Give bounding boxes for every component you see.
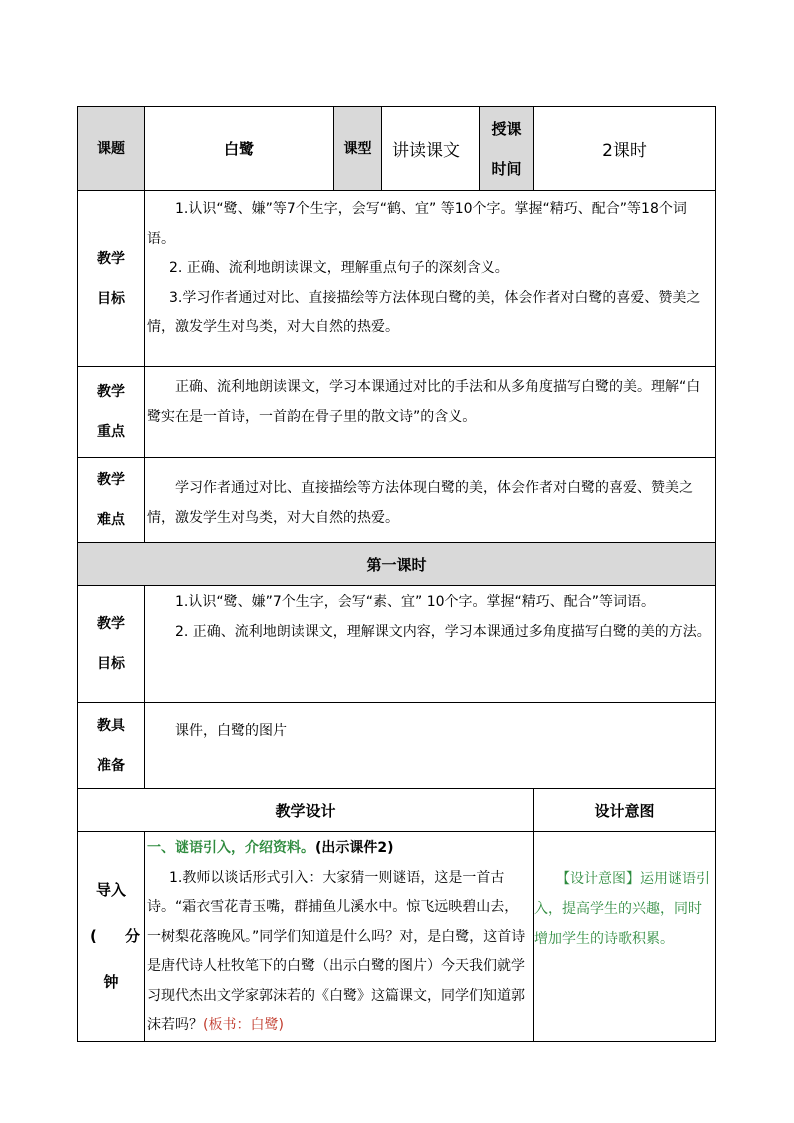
intro-step-title: 一、谜语引入，介绍资料。 bbox=[147, 840, 315, 856]
design-header-row bbox=[78, 789, 716, 832]
lesson1-goals-row bbox=[78, 586, 716, 703]
focus-text: 正确、流利地朗读课文，学习本课通过对比的手法和从多角度描写白鹭的美。理解“白鹭实在是一首诗，一首韵在骨子里的散文诗”的含义。 bbox=[147, 379, 701, 425]
lesson1-goals-content bbox=[145, 586, 716, 703]
lesson1-goal-2: 2. 正确、流利地朗读课文，理解课文内容，学习本课通过多角度描写白鹭的美的方法。 bbox=[175, 623, 711, 640]
focus-content bbox=[145, 367, 716, 458]
difficulty-content bbox=[145, 458, 716, 543]
topic-label: 课题 bbox=[78, 107, 145, 191]
prep-label bbox=[78, 703, 145, 789]
difficulty-label bbox=[78, 458, 145, 543]
lesson1-goals-label-line1: 教学 bbox=[97, 616, 125, 632]
time-value: 2课时 bbox=[534, 107, 716, 191]
focus-row bbox=[78, 367, 716, 458]
goals-content bbox=[145, 191, 716, 367]
intro-body-main: 1.教师以谈话形式引入：大家猜一则谜语，这是一首古诗。“霜衣雪花青玉嘴，群捕鱼儿溪水中。惊飞远映碧山去，一树梨花落晚风。”同学们知道是什么吗？对，是白鹭，这首诗是唐代诗人杜牧笔下的白鹭（出示白鹭的图片）今天我们就学习现代杰出文学家郭沫若的《白鹭》这篇课文，同学们知道郭沫若吗？ bbox=[147, 869, 526, 1033]
type-label: 课型 bbox=[334, 107, 382, 191]
difficulty-label-line1: 教学 bbox=[97, 472, 125, 488]
header-row bbox=[78, 107, 716, 191]
intro-label-line3: 钟 bbox=[103, 973, 119, 992]
design-col-header: 教学设计 bbox=[78, 789, 534, 832]
focus-label-line1: 教学 bbox=[97, 384, 125, 400]
goals-label-line1: 教学 bbox=[97, 250, 125, 267]
difficulty-label-line2: 难点 bbox=[97, 512, 125, 528]
intro-label-line1: 导入 bbox=[95, 881, 126, 900]
intro-label-line2 bbox=[78, 913, 144, 959]
type-value: 讲读课文 bbox=[382, 107, 480, 191]
time-label-line1: 授课 bbox=[491, 119, 522, 138]
topic-value: 白鹭 bbox=[145, 107, 334, 191]
intro-minutes: 分 bbox=[124, 927, 140, 946]
intro-step-note: (出示课件2) bbox=[315, 840, 394, 856]
lesson1-goals-label-line2: 目标 bbox=[97, 656, 125, 672]
goals-label-line2: 目标 bbox=[97, 290, 125, 307]
prep-row bbox=[78, 703, 716, 789]
intro-row bbox=[78, 832, 716, 1042]
intro-label bbox=[78, 832, 145, 1042]
lesson-plan-table bbox=[77, 106, 716, 1042]
lesson1-goals-label bbox=[78, 586, 145, 703]
intro-board-note: (板书：白鹭) bbox=[203, 1017, 284, 1033]
difficulty-text: 学习作者通过对比、直接描绘等方法体现白鹭的美，体会作者对白鹭的喜爱、赞美之情，激发学生对鸟类，对大自然的热爱。 bbox=[147, 480, 693, 526]
goals-label bbox=[78, 191, 145, 367]
prep-label-line1: 教具 bbox=[97, 717, 125, 734]
prep-label-line2: 准备 bbox=[97, 757, 125, 774]
prep-content bbox=[145, 703, 716, 789]
goals-row bbox=[78, 191, 716, 367]
time-label-line2: 时间 bbox=[491, 159, 522, 178]
lesson1-title-row bbox=[78, 543, 716, 586]
intro-body bbox=[145, 864, 533, 1041]
time-label bbox=[480, 107, 534, 191]
prep-text: 课件，白鹭的图片 bbox=[175, 723, 287, 739]
goal-item-1: 1.认识“鹭、嫌”等7个生字，会写“鹤、宜” 等10个字。掌握“精巧、配合”等18个词语。 bbox=[147, 201, 687, 247]
focus-label bbox=[78, 367, 145, 458]
difficulty-row bbox=[78, 458, 716, 543]
intro-paren: ( bbox=[90, 927, 97, 946]
focus-label-line2: 重点 bbox=[97, 424, 125, 440]
intent-col-header: 设计意图 bbox=[534, 789, 716, 832]
intro-step-heading bbox=[145, 834, 533, 864]
lesson1-goal-1: 1.认识“鹭、嫌”7个生字，会写“素、宜” 10个字。掌握“精巧、配合”等词语。 bbox=[175, 594, 656, 610]
lesson1-title: 第一课时 bbox=[78, 543, 716, 586]
intro-intent bbox=[534, 832, 716, 1042]
goal-item-3: 3.学习作者通过对比、直接描绘等方法体现白鹭的美，体会作者对白鹭的喜爱、赞美之情，激发学生对鸟类，对大自然的热爱。 bbox=[147, 289, 701, 335]
intro-intent-text: 【设计意图】运用谜语引入，提高学生的兴趣，同时增加学生的诗歌积累。 bbox=[534, 871, 710, 947]
intro-content bbox=[145, 832, 534, 1042]
goal-item-2: 2. 正确、流利地朗读课文，理解重点句子的深刻含义。 bbox=[169, 260, 509, 276]
